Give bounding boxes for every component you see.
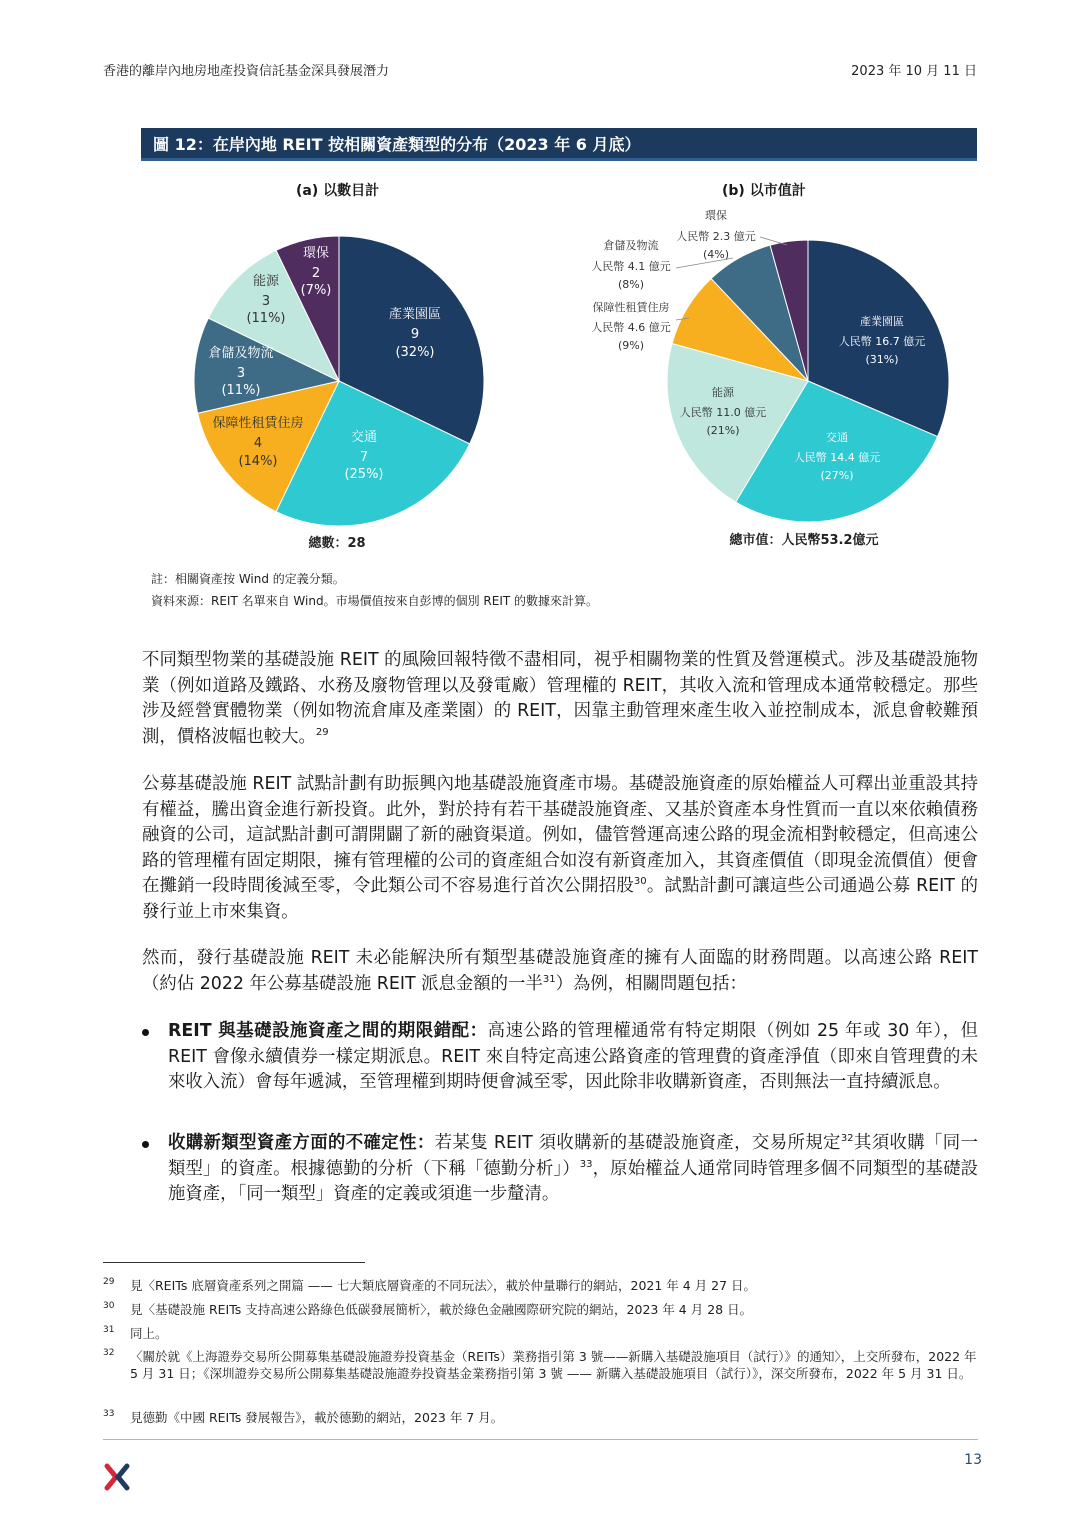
figure-title: 圖 12：在岸內地 REIT 按相關資產類型的分布（2023 年 6 月底） bbox=[141, 128, 977, 161]
footnote-ref-30: 30 bbox=[633, 876, 647, 888]
footnote-number: 33 bbox=[103, 1409, 115, 1419]
pie-a-total: 總數：28 bbox=[308, 536, 366, 551]
footnote-number: 30 bbox=[103, 1301, 115, 1311]
bullet-2-heading: 收購新類型資產方面的不確定性： bbox=[168, 1133, 435, 1153]
pie-a-pct-industrial: (32%) bbox=[395, 345, 435, 360]
pie-b-label-energy: 能源 bbox=[712, 386, 734, 399]
pie-b-label-industrial: 產業園區 bbox=[860, 315, 904, 328]
bullet-2-text-a: 若某隻 REIT 須收購新的基礎設施資產，交易所規定 bbox=[434, 1133, 841, 1153]
paragraph-2-text-a: 公募基礎設施 REIT 試點計劃有助振興內地基礎設施資產市場。基礎設施資產的原始權益人可釋出並重設其持有權益，騰出資金進行新投資。此外，對於持有若干基礎設施資產、又基於資產本身性質而一直以來依賴債務融資的公司，這試點計劃可謂開闢了新的融資渠道。例如，儘管營運高速公路的現金流相對較穩定，但高速公路的管理權有固定期限，擁有管理權的公司的資產組合如沒有新資產加入，其資產價值（即現金流價值）便會在攤銷一段時間後減至零，令此類公司不容易進行首次公開招股 bbox=[142, 774, 978, 896]
paragraph-3-text-a: 然而，發行基礎設施 REIT 未必能解決所有類型基礎設施資產的擁有人面臨的財務問題。以高速公路 REIT（約佔 2022 年公募基礎設施 REIT 派息金額的一半 bbox=[142, 948, 978, 994]
header-title: 香港的離岸內地房地產投資信託基金深具發展潛力 bbox=[103, 64, 390, 79]
figure-note: 註：相關資產按 Wind 的定義分類。 bbox=[151, 572, 345, 586]
page-number: 13 bbox=[964, 1452, 982, 1468]
pie-b-amount-housing: 人民幣 4.6 億元 bbox=[591, 321, 671, 334]
hkex-logo-icon bbox=[103, 1462, 131, 1492]
bullet-1-text: 高速公路的管理權通常有特定期限（例如 25 年或 30 年），但 REIT 會像永續債券一樣定期派息。REIT 來自特定高速公路資產的管理費的資產淨值（即來自管理費的未來收入流）會每年遞減，至管理權到期時便會減至零，因此除非收購新資產，否則無法一直持續派息。 bbox=[168, 1021, 978, 1092]
bullet-1 bbox=[142, 1019, 978, 1096]
pie-a-value-energy: 3 bbox=[261, 294, 271, 309]
pie-b-label-transport: 交通 bbox=[826, 431, 848, 444]
bullet-1-heading: REIT 與基礎設施資產之間的期限錯配： bbox=[168, 1021, 488, 1041]
pie-a-pct-transport: (25%) bbox=[344, 467, 384, 482]
pie-a-label-logistics: 倉儲及物流 bbox=[208, 346, 274, 361]
pie-a-value-housing: 4 bbox=[253, 436, 263, 451]
chart-b-title: (b) 以市值計 bbox=[722, 183, 806, 199]
pie-b-pct-industrial: (31%) bbox=[865, 353, 899, 366]
paragraph-2-text-b: 。試點計劃可讓這些公司通過公募 REIT 的發行並上市來集資。 bbox=[142, 876, 978, 922]
footnote-ref-31: 31 bbox=[542, 973, 556, 985]
footnote-33 bbox=[103, 1409, 978, 1426]
pie-b-pct-env: (4%) bbox=[702, 248, 730, 261]
pie-a-pct-env: (7%) bbox=[300, 283, 332, 298]
figure-source: 資料來源：REIT 名單來自 Wind。市場價值按來自彭博的個別 REIT 的數據來計算。 bbox=[151, 594, 598, 608]
footnote-32 bbox=[103, 1348, 978, 1382]
footnote-ref-33: 33 bbox=[579, 1158, 593, 1170]
paragraph-2 bbox=[142, 772, 978, 925]
paragraph-3 bbox=[142, 946, 978, 997]
bullet-dot bbox=[142, 1141, 149, 1148]
chart-a-title: (a) 以數目計 bbox=[296, 183, 380, 199]
pie-b-amount-transport: 人民幣 14.4 億元 bbox=[793, 451, 881, 464]
pie-b-amount-energy: 人民幣 11.0 億元 bbox=[679, 406, 767, 419]
pie-a-label-env: 環保 bbox=[302, 246, 330, 261]
pie-b-pct-logistics: (8%) bbox=[617, 278, 645, 291]
footnote-31 bbox=[103, 1325, 978, 1342]
footnote-divider bbox=[103, 1262, 365, 1263]
footnote-ref-32: 32 bbox=[840, 1133, 854, 1145]
footnote-number: 32 bbox=[103, 1348, 115, 1358]
pie-b-label-logistics: 倉儲及物流 bbox=[603, 239, 659, 252]
pie-a-label-industrial: 產業園區 bbox=[388, 307, 442, 322]
pie-b-label-housing: 保障性租賃住房 bbox=[592, 301, 670, 314]
footnote-30 bbox=[103, 1301, 978, 1318]
footer-divider bbox=[103, 1439, 978, 1440]
pie-chart-market-value bbox=[0, 0, 1080, 600]
pie-a-pct-energy: (11%) bbox=[246, 311, 286, 326]
pie-a-value-industrial: 9 bbox=[410, 327, 420, 342]
pie-a-value-env: 2 bbox=[311, 266, 321, 281]
footnote-29 bbox=[103, 1277, 978, 1294]
header-date: 2023 年 10 月 11 日 bbox=[851, 64, 977, 79]
paragraph-1-text: 不同類型物業的基礎設施 REIT 的風險回報特徵不盡相同，視乎相關物業的性質及營運模式。涉及基礎設施物業（例如道路及鐵路、水務及廢物管理以及發電廠）管理權的 REIT，其收入流和管理成本通常較穩定。那些涉及經營實體物業（例如物流倉庫及產業園）的 REIT，因靠主動管理來產生收入並控制成本，派息會較難預測，價格波幅也較大。 bbox=[142, 650, 978, 747]
pie-b-amount-env: 人民幣 2.3 億元 bbox=[676, 230, 756, 243]
pie-a-pct-logistics: (11%) bbox=[221, 383, 261, 398]
pie-a-value-transport: 7 bbox=[359, 450, 369, 465]
footnote-number: 31 bbox=[103, 1325, 115, 1335]
footnote-text: 同上。 bbox=[130, 1326, 168, 1341]
footnote-number: 29 bbox=[103, 1277, 115, 1287]
pie-a-value-logistics: 3 bbox=[236, 366, 246, 381]
pie-a-label-energy: 能源 bbox=[252, 274, 280, 289]
footnote-text: 見德勤《中國 REITs 發展報告》，載於德勤的網站，2023 年 7 月。 bbox=[130, 1410, 504, 1425]
pie-b-total: 總市值：人民幣53.2億元 bbox=[729, 533, 879, 548]
pie-b-pct-energy: (21%) bbox=[706, 424, 740, 437]
footnote-text: 見〈REITs 底層資產系列之開篇 —— 七大類底層資產的不同玩法〉，載於仲量聯行的網站，2021 年 4 月 27 日。 bbox=[130, 1278, 757, 1293]
pie-b-amount-logistics: 人民幣 4.1 億元 bbox=[591, 260, 671, 273]
pie-b-pct-housing: (9%) bbox=[617, 339, 645, 352]
pie-b-pct-transport: (27%) bbox=[820, 469, 854, 482]
footnote-text: 〈關於就《上海證券交易所公開募集基礎設施證券投資基金（REITs）業務指引第 3 號——新購入基礎設施項目（試行）》的通知〉，上交所發布，2022 年 5 月 31 日；《深圳證券交易所公開募集基礎設施證券投資基金業務指引第 3 號 —— 新購入基礎設施項目（試行）》，深交所發布，2022 年 5 月 31 日。 bbox=[130, 1349, 977, 1381]
bullet-2-text-c: ，原始權益人通常同時管理多個不同類型的基礎設施資產，「同一類型」資產的定義或須進一步釐清。 bbox=[168, 1158, 978, 1204]
pie-a-pct-housing: (14%) bbox=[238, 454, 278, 469]
footnote-text: 見〈基礎設施 REITs 支持高速公路綠色低碳發展簡析〉，載於綠色金融國際研究院的網站，2023 年 4 月 28 日。 bbox=[130, 1302, 753, 1317]
bullet-2-text-b: 其須收購「同一類型」的資產。根據德勤的分析（下稱「德勤分析」） bbox=[168, 1133, 978, 1179]
pie-b-label-env: 環保 bbox=[705, 209, 727, 222]
paragraph-1 bbox=[142, 648, 978, 750]
pie-b-amount-industrial: 人民幣 16.7 億元 bbox=[838, 335, 926, 348]
bullet-dot bbox=[142, 1029, 149, 1036]
pie-a-label-transport: 交通 bbox=[350, 430, 378, 445]
bullet-2 bbox=[142, 1131, 978, 1208]
footnote-ref-29: 29 bbox=[315, 726, 329, 738]
paragraph-3-text-b: ）為例，相關問題包括： bbox=[555, 973, 747, 994]
pie-a-label-housing: 保障性租賃住房 bbox=[212, 416, 304, 431]
